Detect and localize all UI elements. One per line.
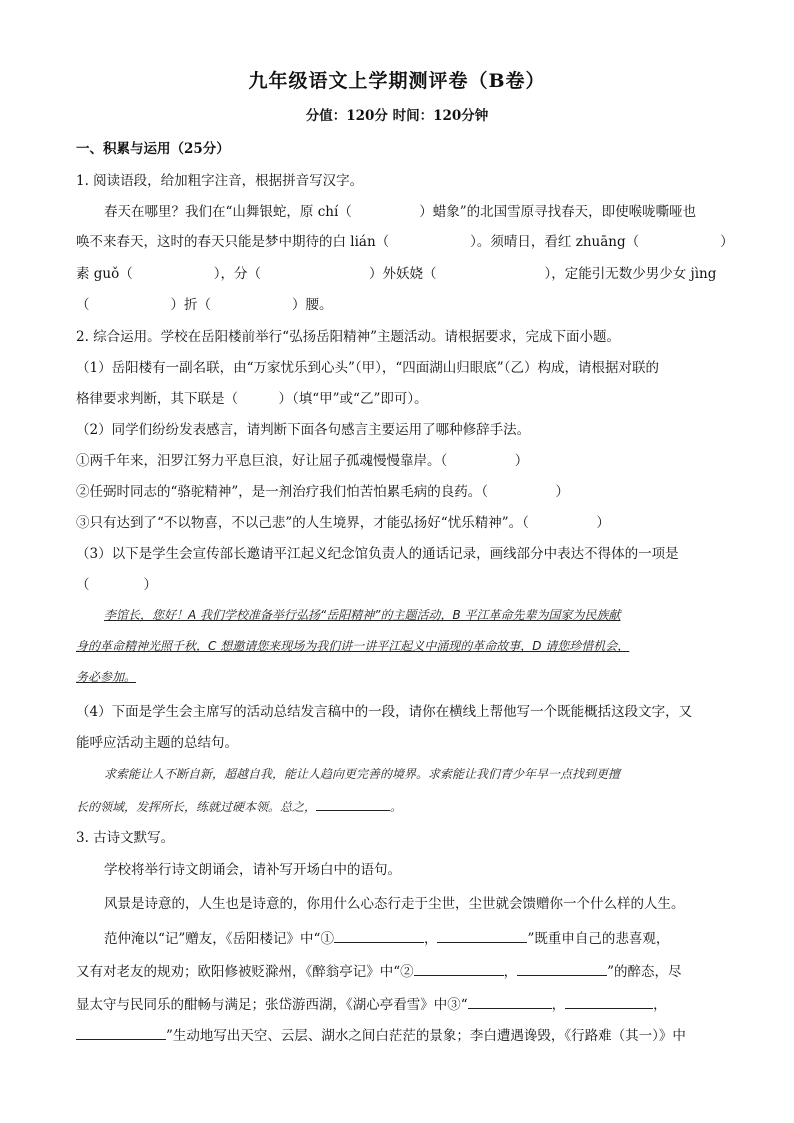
exam-subtitle: 分值：120分 时间：120分钟	[305, 108, 489, 124]
q1-line-2: 唤不来春天，这时的春天只能是梦中期待的白 lián（ ）。须晴日，看红 zhuāng（ ）	[76, 234, 734, 250]
q2-sub4-a: （4）下面是学生会主席写的活动总结发言稿中的一段，请你在横线上帮他写一个既能概括这段文字，又	[76, 704, 693, 720]
phone-record-line-3: 务必参加。	[76, 670, 137, 684]
q2-sub3-a: （3）以下是学生会宣传部长邀请平江起义纪念馆负责人的通话记录，画线部分中表达不得体的一项是	[76, 546, 679, 562]
q2-sub2-item-2: ②任弼时同志的“骆驼精神”，是一剂治疗我们怕苦怕累毛病的良药。（ ）	[76, 484, 570, 500]
summary-answer-blank[interactable]	[316, 796, 390, 811]
q3-para-1: 范仲淹以“记”赠友，《岳阳楼记》中“① ， ”既重申自己的悲喜观，	[104, 927, 669, 947]
q2-sub1-a: （1）岳阳楼有一副名联，由“万家忧乐到心头”（甲），“四面湖山归眼底”（乙）构成，请根据对联的	[76, 360, 659, 376]
answer-blank-1b[interactable]	[437, 928, 527, 943]
summary-line-1: 求索能让人不断自新，超越自我，能让人趋向更完善的境界。求索能让我们青少年早一点找到更擅	[104, 767, 621, 781]
q3-para-3: 显太守与民同乐的酣畅与满足；张岱游西湖，《湖心亭看雪》中③“ ， ，	[76, 993, 667, 1013]
q2-stem: 2. 综合运用。学校在岳阳楼前举行“弘扬岳阳精神”主题活动。请根据要求，完成下面小题。	[76, 329, 620, 345]
answer-blank-3b[interactable]	[565, 994, 653, 1009]
phone-record-line-2: 身的革命精神光照千秋，C 想邀请您来现场为我们讲一讲平江起义中涌现的革命故事，D 请您珍惜机会，	[76, 639, 630, 653]
q3-para-2: 又有对老友的规劝；欧阳修被贬滁州，《醉翁亭记》中“② ， ”的醉态，尽	[76, 960, 682, 980]
q1-line-3: 素 guǒ（ ），分（ ）外妖娆（ ），定能引无数少男少女 jìng	[76, 266, 717, 282]
exam-title: 九年级语文上学期测评卷（B卷）	[248, 70, 546, 92]
q2-sub1-b: 格律要求判断，其下联是（ ）（填“甲”或“乙”即可）。	[76, 391, 428, 407]
q3-line-2: 风景是诗意的，人生也是诗意的，你用什么心态行走于尘世，尘世就会馈赠你一个什么样的人生。	[104, 896, 685, 912]
q3-para-4: ”生动地写出天空、云层、湖水之间白茫茫的景象；李白遭遇谗毁，《行路难（其一）》中	[76, 1024, 686, 1044]
answer-blank-1a[interactable]	[334, 928, 424, 943]
q2-sub2-item-1: ①两千年来，汨罗江努力平息巨浪，好让屈子孤魂慢慢靠岸。（ ）	[76, 453, 529, 469]
q3-stem: 3. 古诗文默写。	[76, 830, 175, 846]
answer-blank-2a[interactable]	[414, 961, 504, 976]
q2-sub3-b: （ ）	[76, 577, 157, 593]
section-heading: 一、积累与运用（25分）	[76, 141, 230, 157]
q2-sub4-b: 能呼应活动主题的总结句。	[76, 735, 238, 751]
q2-sub2: （2）同学们纷纷发表感言，请判断下面各句感言主要运用了哪种修辞手法。	[76, 422, 531, 438]
q1-line-1: 春天在哪里？我们在“山舞银蛇，原 chí（ ）蜡象”的北国雪原寻找春天，即使喉咙嘶哑也	[104, 204, 697, 220]
q1-stem: 1. 阅读语段，给加粗字注音，根据拼音写汉字。	[76, 173, 364, 189]
q3-line-1: 学校将举行诗文朗诵会，请补写开场白中的语句。	[104, 862, 401, 878]
q2-sub2-item-3: ③只有达到了“不以物喜，不以己悲”的人生境界，才能弘扬好“忧乐精神”。（ ）	[76, 515, 610, 531]
phone-record-line-1: 李馆长，您好！A 我们学校准备举行弘扬“岳阳精神”的主题活动，B 平江革命先辈为国家为民族献	[104, 608, 621, 622]
answer-blank-3a[interactable]	[468, 994, 552, 1009]
answer-blank-2b[interactable]	[517, 961, 607, 976]
summary-line-2: 长的领域，发挥所长，练就过硬本领。总之， 。	[76, 796, 402, 815]
q1-line-4: （ ）折（ ）腰。	[76, 297, 333, 313]
answer-blank-3c[interactable]	[76, 1025, 166, 1040]
